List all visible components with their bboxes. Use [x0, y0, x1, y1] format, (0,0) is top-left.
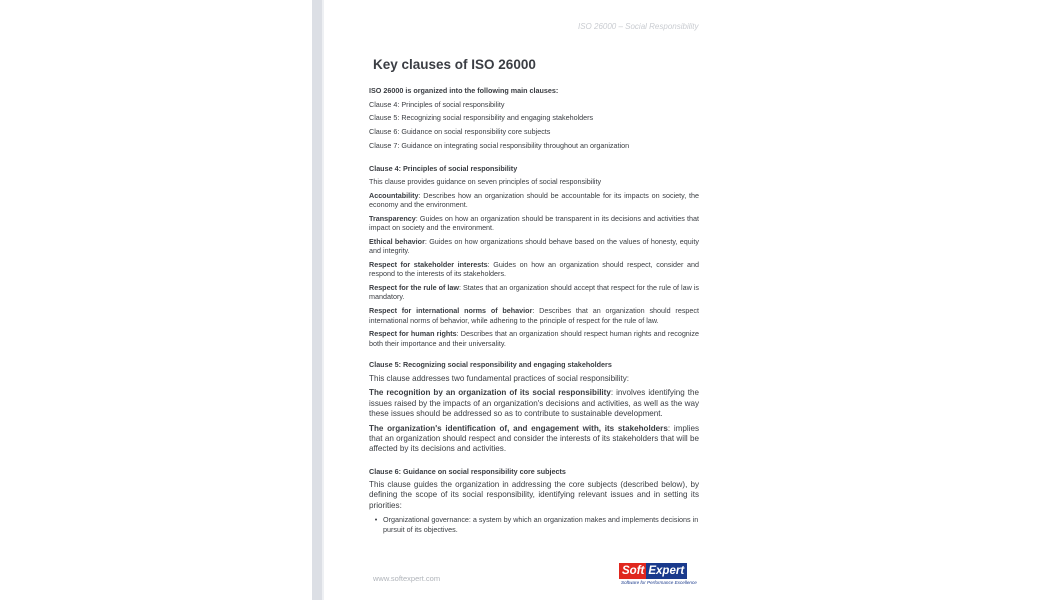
principle-paragraph — [369, 191, 699, 210]
principle-text: : Describes that an organization should respect human rights and recognize both their importance and their universality. — [369, 329, 699, 348]
practice-term: The organization's identification of, and engagement with, its stakeholders — [369, 423, 668, 433]
core-subject-bullet — [369, 515, 699, 534]
practice-text: : implies that an organization should respect and consider the interests of its stakeholders that will be affected by its decisions and activities. — [369, 423, 700, 454]
practice-term: The recognition by an organization of its social responsibility — [369, 388, 611, 398]
principle-term: Respect for international norms of behavior — [369, 306, 533, 316]
principle-term: Accountability — [369, 190, 419, 200]
page-title: Key clauses of ISO 26000 — [373, 57, 536, 72]
principle-text: : States that an organization should accept that respect for the rule of law is mandatory. — [369, 283, 699, 302]
principle-term: Transparency — [369, 213, 416, 223]
clause4-lead: This clause provides guidance on seven principles of social responsibility — [369, 176, 602, 186]
principle-text: : Guides on how an organization should respect, consider and respond to the interests of its stakeholders. — [369, 259, 700, 279]
logo-expert-text: Expert — [646, 563, 687, 579]
clause6-lead: This clause guides the organization in addressing the core subjects (described below), by defining the scope of its social responsibility, identifying relevant issues and in setting its priorities: — [369, 480, 699, 510]
logo-tagline: Software for Performance Excellence — [621, 580, 697, 585]
clause-list-item: Clause 5: Recognizing social responsibility and engaging stakeholders — [369, 113, 594, 123]
principle-paragraph — [369, 214, 699, 233]
intro-heading: ISO 26000 is organized into the following main clauses: — [369, 86, 559, 95]
footer-website-link[interactable]: www.softexpert.com — [373, 574, 441, 583]
clause5-lead: This clause addresses two fundamental practices of social responsibility: — [369, 373, 630, 383]
principle-term: Ethical behavior — [369, 236, 425, 246]
principle-term: Respect for stakeholder interests — [369, 259, 488, 269]
principle-paragraph — [369, 306, 699, 325]
running-header: ISO 26000 – Social Responsibility — [578, 22, 699, 31]
clause5-heading: Clause 5: Recognizing social responsibility and engaging stakeholders — [369, 360, 612, 370]
principle-text: : Guides on how an organization should be transparent in its decisions and activities that impact on society and the environment. — [369, 213, 699, 233]
clause4-heading: Clause 4: Principles of social responsibility — [369, 163, 518, 173]
principle-paragraph — [369, 260, 699, 279]
principle-text: : Guides on how organizations should behave based on the values of honesty, equity and integrity. — [369, 236, 699, 256]
softexpert-logo — [619, 563, 701, 589]
principle-term: Respect for the rule of law — [369, 283, 459, 293]
clause-list-item: Clause 7: Guidance on integrating social responsibility throughout an organization — [369, 140, 630, 150]
principle-paragraph — [369, 283, 699, 302]
core-subject-text: Organizational governance: a system by which an organization makes and implements decisions in pursuit of its objectives. — [383, 515, 699, 534]
bullet-dot-icon: • — [374, 515, 378, 525]
clause6-heading: Clause 6: Guidance on social responsibility core subjects — [369, 466, 566, 476]
principle-paragraph — [369, 237, 699, 256]
logo-soft-text: Soft — [619, 563, 646, 579]
principle-term: Respect for human rights — [369, 329, 457, 339]
practice-text: : involves identifying the issues raised by the impacts of an organization's decisions and activities, as well as the way these issues should be addressed so as to contribute to sustainable development. — [369, 388, 699, 418]
clause-list-item: Clause 4: Principles of social responsibility — [369, 99, 505, 109]
principle-text: : Describes how an organization should be accountable for its impacts on society, the economy and the environment. — [369, 190, 699, 210]
document-body — [369, 86, 699, 534]
viewer-sidebar-strip — [312, 0, 322, 600]
practice-paragraph — [369, 424, 699, 455]
clause-list-item: Clause 6: Guidance on social responsibility core subjects — [369, 127, 551, 137]
practice-paragraph — [369, 388, 699, 419]
principle-text: : Describes that an organization should respect international norms of behavior, while adhering to the principle of respect for the rule of law. — [369, 306, 699, 325]
principle-paragraph — [369, 329, 699, 348]
